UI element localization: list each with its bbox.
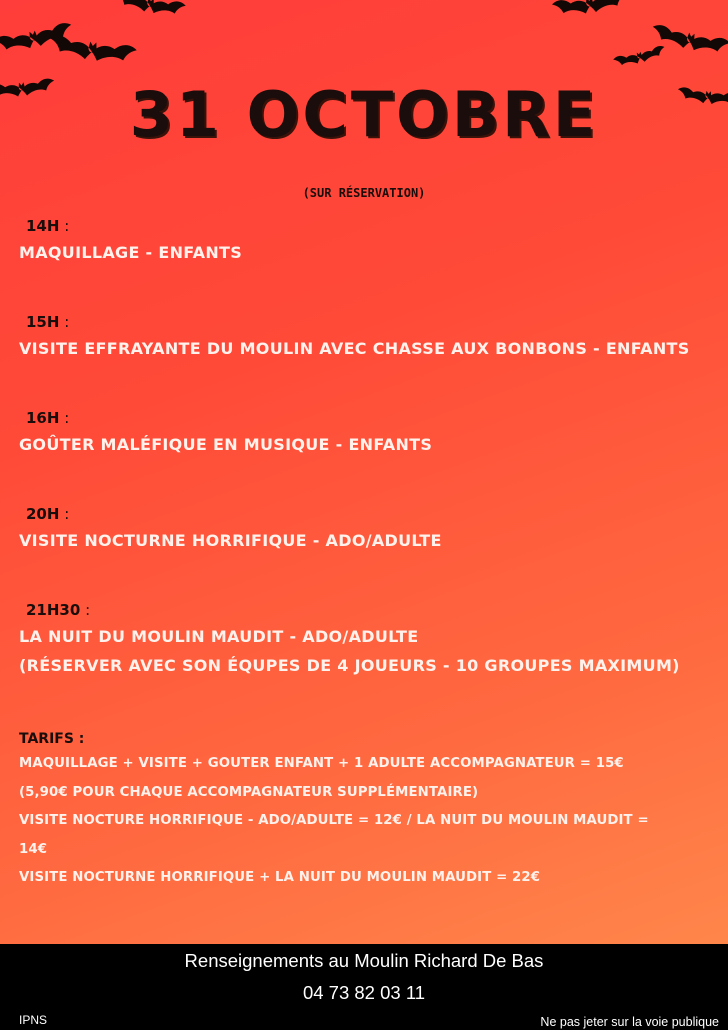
slot-time: 20H xyxy=(26,505,60,523)
tarifs-section xyxy=(19,728,719,893)
schedule-slot xyxy=(19,502,719,555)
slot-time: 14H xyxy=(26,217,60,235)
slot-description: GOÛTER MALÉFIQUE EN MUSIQUE - ENFANTS xyxy=(19,435,433,454)
footer-phone: 04 73 82 03 11 xyxy=(302,982,426,1003)
slot-time-row: 20H : xyxy=(26,505,70,523)
footer-bar xyxy=(0,944,728,1030)
schedule xyxy=(19,214,719,723)
tarif-line: VISITE NOCTURNE HORRIFIQUE + LA NUIT DU MOULIN MAUDIT = 22€ xyxy=(19,870,541,885)
bat-icon xyxy=(650,24,728,58)
slot-description: MAQUILLAGE - ENFANTS xyxy=(19,243,243,262)
slot-description-note: (RÉSERVER AVEC SON ÉQUPES DE 4 JOUEURS - 10 GROUPES MAXIMUM) xyxy=(19,656,680,675)
tarifs-title-row: TARIFS : xyxy=(19,731,85,747)
slot-description: LA NUIT DU MOULIN MAUDIT - ADO/ADULTE xyxy=(19,627,419,646)
page-title: 31 OCTOBRE xyxy=(129,78,599,151)
tarifs-title: TARIFS xyxy=(19,731,74,747)
bat-icon xyxy=(552,0,628,18)
schedule-slot xyxy=(19,598,719,680)
tarif-line: VISITE NOCTURE HORRIFIQUE - ADO/ADULTE = 12€ / LA NUIT DU MOULIN MAUDIT = xyxy=(19,813,649,828)
slot-time-row: 16H : xyxy=(26,409,70,427)
footer-ipns: IPNS xyxy=(19,1013,48,1027)
slot-time: 16H xyxy=(26,409,60,427)
footer-location: Renseignements au Moulin Richard De Bas xyxy=(184,950,544,971)
tarif-line: (5,90€ POUR CHAQUE ACCOMPAGNATEUR SUPPLÉMENTAIRE) xyxy=(19,784,479,800)
bat-icon xyxy=(47,34,137,66)
slot-time: 21H30 xyxy=(26,601,81,619)
slot-description: VISITE NOCTURNE HORRIFIQUE - ADO/ADULTE xyxy=(19,531,442,550)
page-subtitle: (SUR RÉSERVATION) xyxy=(302,186,426,200)
slot-time-row: 14H : xyxy=(26,217,70,235)
schedule-slot xyxy=(19,214,719,267)
slot-description: VISITE EFFRAYANTE DU MOULIN AVEC CHASSE AUX BONBONS - ENFANTS xyxy=(19,339,690,358)
tarif-line: 14€ xyxy=(19,841,48,857)
bat-icon xyxy=(613,45,667,69)
footer-disclaimer: Ne pas jeter sur la voie publique xyxy=(540,1015,719,1029)
slot-time-row: 21H30 : xyxy=(26,601,91,619)
slot-time: 15H xyxy=(26,313,60,331)
schedule-slot xyxy=(19,310,719,363)
slot-time-row: 15H : xyxy=(26,313,70,331)
footer-info xyxy=(0,945,728,1009)
schedule-slot xyxy=(19,406,719,459)
tarif-line: MAQUILLAGE + VISITE + GOUTER ENFANT + 1 ADULTE ACCOMPAGNATEUR = 15€ xyxy=(19,756,624,771)
bat-icon xyxy=(114,0,186,18)
